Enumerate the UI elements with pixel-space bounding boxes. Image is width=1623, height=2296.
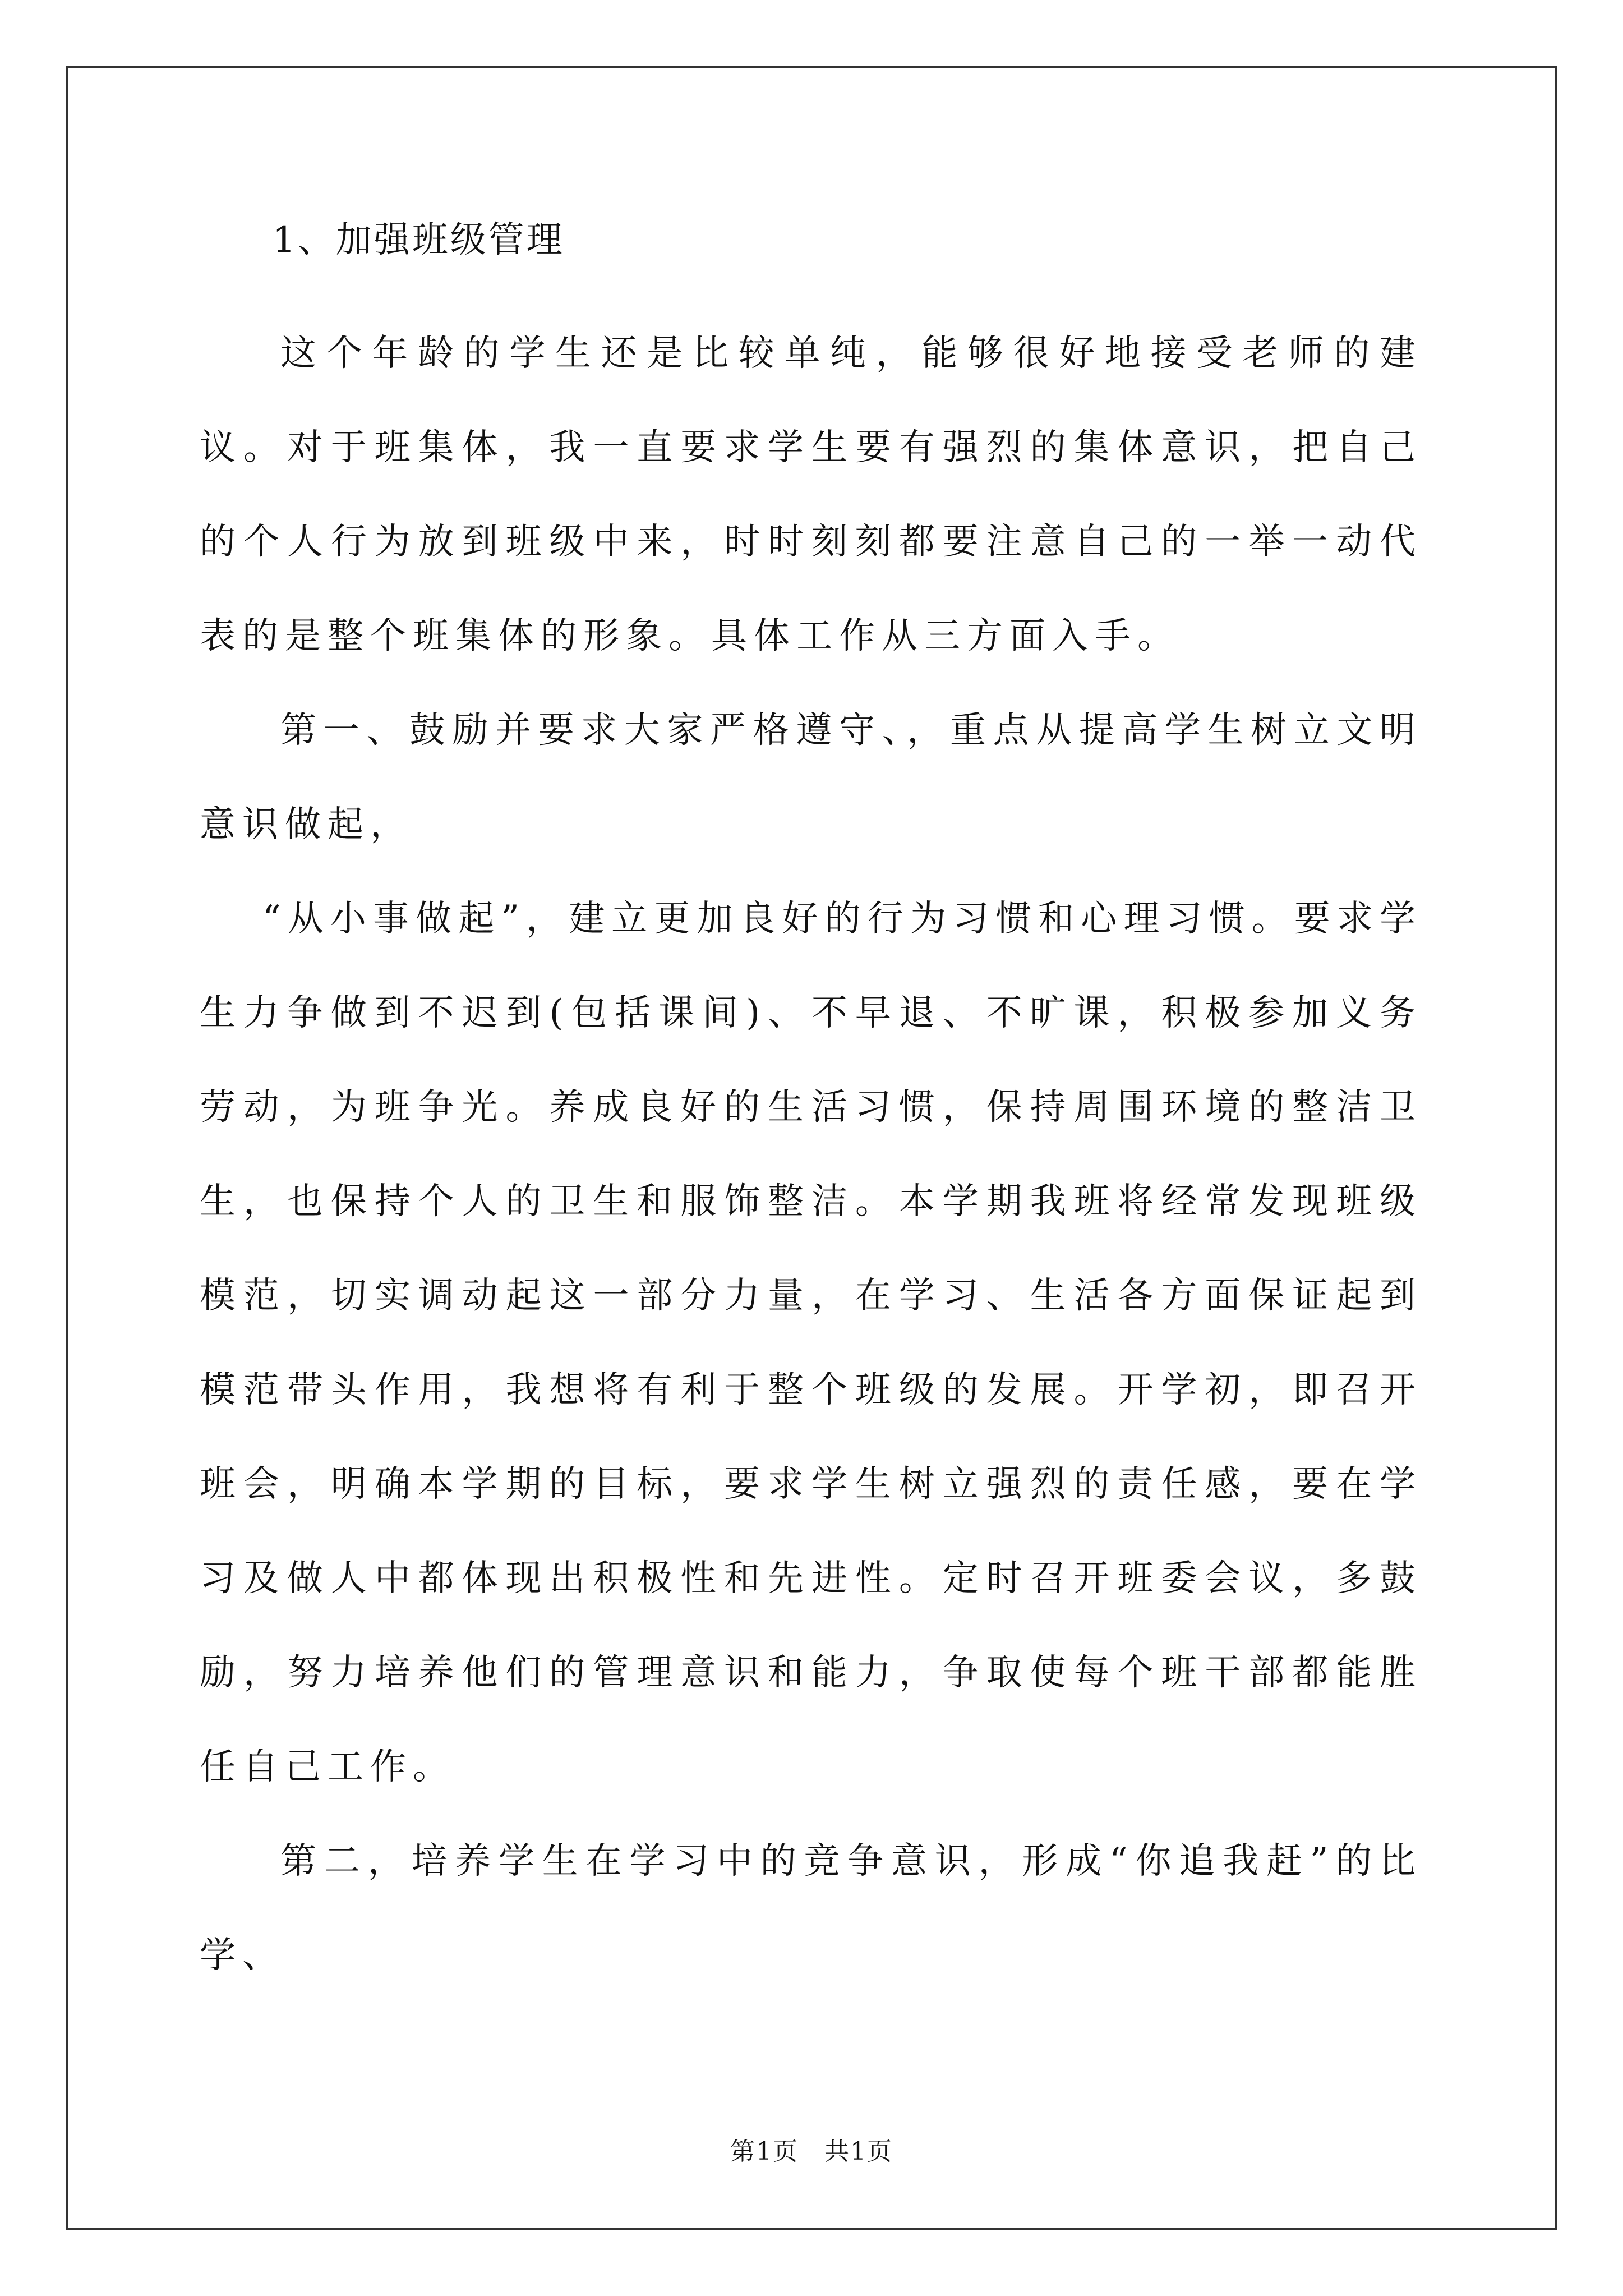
document-body: [200, 213, 1422, 2003]
page-footer: 第1页 共1页: [730, 2137, 893, 2166]
paragraph-behavior-habits: “从小事做起”，建立更加良好的行为习惯和心理习惯。要求学生力争做到不迟到(包括课间)、不早退、不旷课，积极参加义务劳动，为班争光。养成良好的生活习惯，保持周围环境的整洁卫生，也保持个人的卫生和服饰整洁。本学期我班将经常发现班级模范，切实调动起这一部分力量，在学习、生活各方面保证起到模范带头作用，我想将有利于整个班级的发展。开学初，即召开班会，明确本学期的目标，要求学生树立强烈的责任感，要在学习及做人中都体现出积极性和先进性。定时召开班委会议，多鼓励，努力培养他们的管理意识和能力，争取使每个班干部都能胜任自己工作。: [200, 898, 1422, 1788]
paragraph-intro: 这个年龄的学生还是比较单纯，能够很好地接受老师的建议。对于班集体，我一直要求学生要有强烈的集体意识，把自己的个人行为放到班级中来，时时刻刻都要注意自己的一举一动代表的是整个班集体的形象。具体工作从三方面入手。: [200, 333, 1422, 657]
paragraph-second-point: 第二，培养学生在学习中的竞争意识，形成“你追我赶”的比学、: [200, 1841, 1422, 1976]
section-heading: 1、加强班级管理: [273, 219, 565, 261]
paragraph-first-point: 第一、鼓励并要求大家严格遵守、，重点从提高学生树立文明意识做起，: [200, 710, 1422, 845]
